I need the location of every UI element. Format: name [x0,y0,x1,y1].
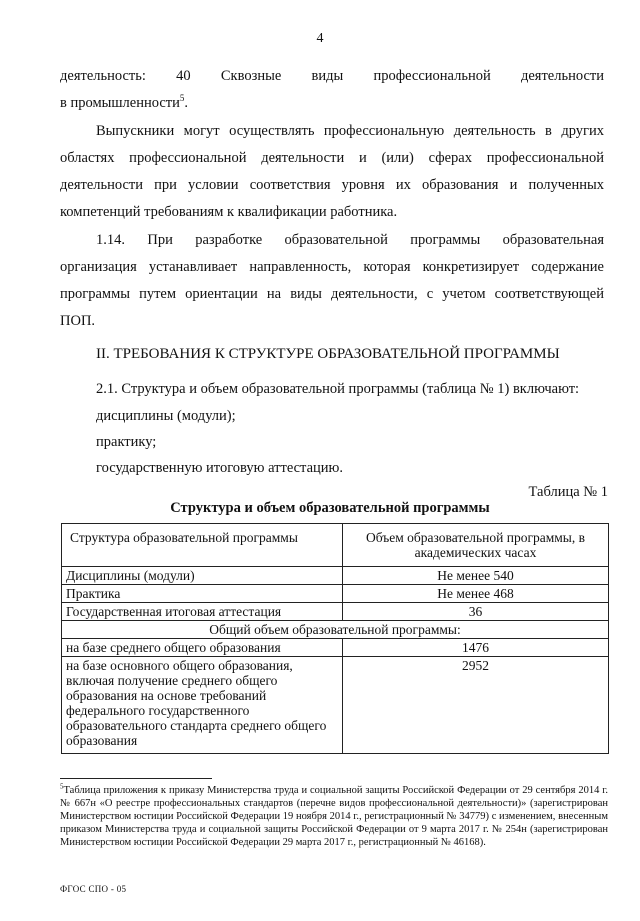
row-value: 2952 [343,657,609,754]
row-value: 36 [343,603,609,621]
paragraph-line: 1.14. При разработке образовательной программы образовательная [96,232,604,248]
table-row [62,567,609,585]
row-name: Государственная итоговая аттестация [62,603,343,621]
row-name: на базе среднего общего образования [62,639,343,657]
table-row [62,639,609,657]
footnote-mark: 5 [60,782,64,791]
text-line: деятельность: 40 Сквозные виды профессиональной деятельности [60,68,604,84]
paragraph-line: Выпускники могут осуществлять профессиональную деятельность в других [96,123,604,139]
row-name: на базе основного общего образования, включая получение среднего общего образования на основе требований федерального государственного образовательного стандарта среднего общего образования [62,657,343,754]
paragraph-line: деятельности при условии соответствия уровня их образования и полученных [60,177,604,193]
footnote-divider [60,778,212,779]
page-footer: ФГОС СПО - 05 [60,884,127,894]
paragraph-line: компетенций требованиям к квалификации работника. [60,204,398,220]
footnote-text: Таблица приложения к приказу Министерства труда и социальной защиты Российской Федерации от 29 сентября 2014 г. № 667н «О реестре профессиональных стандартов (перечне видов профессиональной деятельности)» (зарегистрирован Министерством юстиции Российской Федерации 19 ноября 2014 г., регистрационный № 34779) с изменением, внесенным приказом Министерства труда и социальной защиты Российской Федерации от 9 марта 2017 г. № 254н (зарегистрирован Министерством юстиции Российской Федерации 29 марта 2017 г., регистрационный № 46168). [60,785,608,848]
total-label: Общий объем образовательной программы: [62,621,609,639]
header-cell: Структура образовательной программы [62,524,343,567]
footnote-ref: 5 [179,93,185,104]
paragraph-line: областях профессиональной деятельности и (или) сферах профессиональной [60,150,604,166]
table-header-row [62,524,609,567]
table-row [62,603,609,621]
table-number: Таблица № 1 [528,484,608,500]
row-name: Дисциплины (модули) [62,567,343,585]
header-cell: Объем образовательной программы, в академических часах [343,524,609,567]
structure-table [61,523,609,754]
footnote [60,784,608,849]
row-name: Практика [62,585,343,603]
page-number: 4 [316,31,324,46]
section-heading: II. ТРЕБОВАНИЯ К СТРУКТУРЕ ОБРАЗОВАТЕЛЬНОЙ ПРОГРАММЫ [96,346,560,362]
list-item: практику; [96,434,157,450]
paragraph-line: ПОП. [60,313,96,329]
row-value: 1476 [343,639,609,657]
row-value: Не менее 468 [343,585,609,603]
paragraph-line: программы путем ориентации на виды деятельности, с учетом соответствующей [60,286,604,302]
table-title: Структура и объем образовательной программы [170,500,490,516]
table-row [62,657,609,754]
list-item: государственную итоговую аттестацию. [96,460,343,476]
table-total-row [62,621,609,639]
text-line: в промышленности$^5$. [60,93,188,111]
list-item: дисциплины (модули); [96,408,236,424]
table-row [62,585,609,603]
row-value: Не менее 540 [343,567,609,585]
paragraph-line: организация устанавливает направленность, которая конкретизирует содержание [60,259,604,275]
section-paragraph: 2.1. Структура и объем образовательной программы (таблица № 1) включают: [96,381,580,397]
